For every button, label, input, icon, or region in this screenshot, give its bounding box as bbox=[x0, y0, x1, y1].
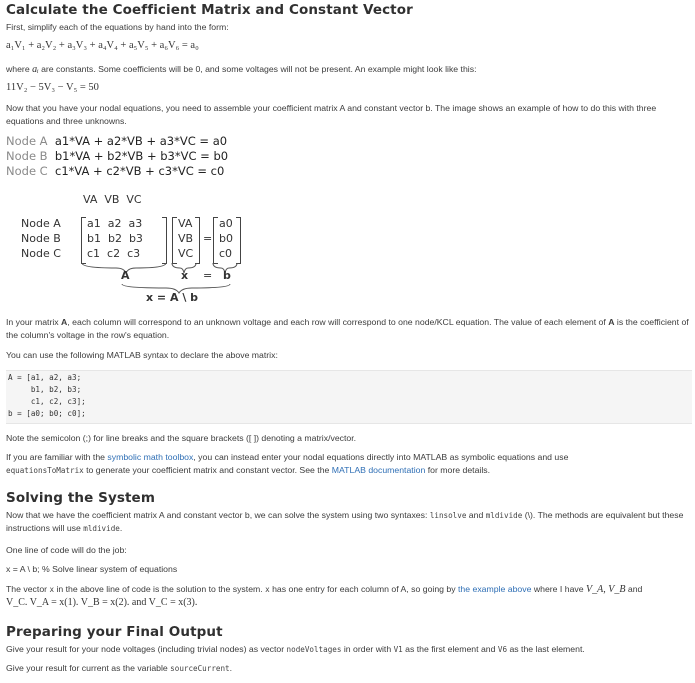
code-line-3: c1, c2, c3]; bbox=[8, 397, 86, 406]
code-line-2: b1, b2, b3; bbox=[8, 385, 82, 394]
vector-label-b: b bbox=[223, 269, 231, 282]
code-line-4: b = [a0; b0; c0]; bbox=[8, 409, 86, 418]
matrix-row-label-c: Node C bbox=[21, 247, 61, 260]
general-equation-form: a₁V₁ + a₂V₂ + a₃V₃ + a₄V₄ + a₅V₅ + a₆V₆ = a₀ bbox=[6, 40, 199, 51]
matrix-column-headers: VA VB VC bbox=[83, 193, 142, 206]
node-equation-c: Node C c1*VA + c2*VB + c3*VC = c0 bbox=[6, 164, 225, 178]
vector-b-entry-2: b0 bbox=[219, 232, 233, 245]
code-line-1: A = [a1, a2, a3; bbox=[8, 373, 82, 382]
vector-b-left-bracket bbox=[213, 217, 218, 264]
matrix-row-label-a: Node A bbox=[21, 217, 61, 230]
matrix-a-right-bracket bbox=[162, 217, 167, 264]
source-current-instruction: Give your result for current as the variable sourceCurrent. bbox=[6, 663, 233, 673]
label-equals-sign: = bbox=[203, 269, 213, 282]
section-title-solving: Solving the System bbox=[6, 490, 155, 506]
matlab-syntax-intro: You can use the following MATLAB syntax to declare the above matrix: bbox=[6, 350, 278, 360]
one-line-paragraph: One line of code will do the job: bbox=[6, 545, 127, 555]
node-voltages-instruction: Give your result for your node voltages (including trivial nodes) as vector nodeVoltages in order with V1 as the first element and V6 as the last element. bbox=[6, 644, 585, 654]
matlab-documentation-link[interactable]: MATLAB documentation bbox=[331, 465, 426, 475]
matrix-a-row-3: c1 c2 c3 bbox=[87, 247, 141, 260]
section-title-calculate: Calculate the Coefficient Matrix and Constant Vector bbox=[6, 2, 413, 18]
intro-paragraph: First, simplify each of the equations by hand into the form: bbox=[6, 22, 229, 32]
matrix-label-a: A bbox=[121, 269, 130, 282]
vector-x-left-bracket bbox=[172, 217, 177, 264]
section-title-output: Preparing your Final Output bbox=[6, 624, 223, 640]
matrix-a-row-2: b1 b2 b3 bbox=[87, 232, 143, 245]
vector-x-entry-2: VB bbox=[178, 232, 194, 245]
matrix-solution-formula: x = A \ b bbox=[146, 291, 199, 304]
solve-code-line: x = A \ b; % Solve linear system of equations bbox=[6, 564, 178, 574]
vector-x-entry-1: VA bbox=[178, 217, 193, 230]
vector-b-entry-1: a0 bbox=[219, 217, 233, 230]
example-above-link[interactable]: the example above bbox=[458, 584, 532, 594]
assemble-paragraph: Now that you have your nodal equations, you need to assemble your coefficient matrix A and constant vector b. The image shows an example of how to do this with three equations and three unknowns. bbox=[6, 103, 657, 126]
solve-syntax-paragraph: Now that we have the coefficient matrix A and constant vector b, we can solve the system using two syntaxes: linsolve and mldivide (\). The methods are equivalent but these instructions will use mldivide. bbox=[6, 510, 684, 533]
symbolic-math-toolbox-link[interactable]: symbolic math toolbox bbox=[107, 452, 194, 462]
matlab-code-block bbox=[6, 370, 692, 424]
node-equation-a: Node A a1*VA + a2*VB + a3*VC = a0 bbox=[6, 134, 228, 148]
solution-vector-paragraph: The vector x in the above line of code is the solution to the system. x has one entry for each column of A, so going by the example above where I have V_A, V_B and V_C. V_A = x(1). V_B = x(2). and V_C = x(3). bbox=[6, 584, 643, 608]
symbolic-toolbox-paragraph: If you are familiar with the symbolic math toolbox, you can instead enter your nodal equations directly into MATLAB as symbolic equations and use equationsToMatrix to generate your coefficient matrix and constant vector. See the MATLAB documentation for more details. bbox=[6, 452, 569, 475]
vector-x-entry-3: VC bbox=[178, 247, 194, 260]
vector-label-x: x bbox=[181, 269, 189, 282]
matrix-a-row-1: a1 a2 a3 bbox=[87, 217, 143, 230]
constants-paragraph: where aᵢ are constants. Some coefficients will be 0, and some voltages will not be present. An example might look like this: bbox=[6, 64, 477, 75]
vector-x-right-bracket bbox=[195, 217, 200, 264]
matrix-row-label-b: Node B bbox=[21, 232, 61, 245]
node-equation-b: Node B b1*VA + b2*VB + b3*VC = b0 bbox=[6, 149, 229, 163]
semicolon-note: Note the semicolon (;) for line breaks and the square brackets ([ ]) denoting a matrix/vector. bbox=[6, 433, 357, 443]
vector-b-entry-3: c0 bbox=[219, 247, 233, 260]
matrix-a-left-bracket bbox=[81, 217, 86, 264]
matrix-equals-sign: = bbox=[203, 232, 213, 245]
example-equation: 11V₂ − 5V₃ − V₅ = 50 bbox=[6, 82, 99, 93]
vector-b-right-bracket bbox=[236, 217, 241, 264]
matrix-explanation-paragraph: In your matrix A, each column will correspond to an unknown voltage and each row will correspond to one node/KCL equation. The value of each element of A is the coefficient of the column's voltage in the row's equation. bbox=[6, 317, 689, 340]
